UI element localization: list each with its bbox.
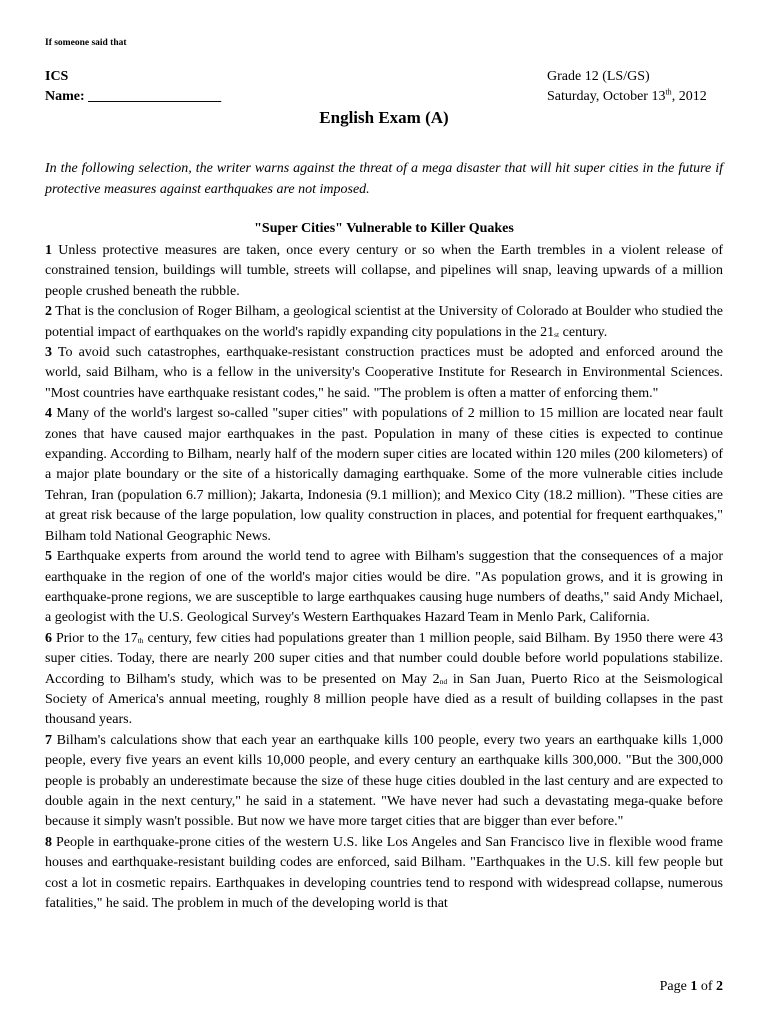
exam-date (547, 87, 707, 107)
student-name-field: Name: ___________________ (45, 89, 222, 104)
ordinal-suffix: th (137, 635, 144, 645)
article-title: "Super Cities" Vulnerable to Killer Quakes (254, 221, 514, 236)
paragraph-number: 1 (45, 243, 52, 258)
paragraph-number: 8 (45, 834, 52, 850)
paragraph-number: 5 (45, 549, 52, 565)
paragraph-text: Unless protective measures are taken, once every century or so when the Earth trembles in a violent release of constrained tension, buildings will tumble, streets will collapse, and pipelines will snap, leaving upwards of a million people crushed beneath the rubble. (45, 243, 723, 299)
school-name: ICS (45, 69, 69, 84)
paragraph-text: Prior to the 17 (55, 630, 138, 646)
header-right (547, 67, 707, 107)
paragraph-7 (45, 731, 723, 833)
paragraph-2 (45, 302, 723, 343)
paragraph-6 (45, 629, 723, 731)
paragraph-text: That is the conclusion of Roger Bilham, a geological scientist at the University of Colorado at Boulder who studied the potential impact of earthquakes on the world's rapidly expanding city populations in the 21 (45, 304, 723, 340)
header-left (45, 67, 221, 107)
paragraph-5 (45, 547, 723, 629)
paragraph-text-cont: century. (559, 324, 608, 340)
paragraph-number: 7 (45, 732, 52, 748)
paragraph-text: People in earthquake-prone cities of the western U.S. like Los Angeles and San Francisco live in flexible wood frame houses and earthquake-resistant building codes are enforced, said Bilham. "Earthquakes in the U.S. kill few people but cost a lot in cosmetic repairs. Earthquakes in developing countries tend to respond with widespread collapse, numerous fatalities," he said. The problem in much of the developing world is that (45, 834, 723, 911)
ordinal-suffix: st (554, 329, 560, 339)
paragraph-text: To avoid such catastrophes, earthquake-resistant construction practices must be adopted and enforced around the world, said Bilham, who is a fellow in the university's Cooperative Institute for Research in Environmental Sciences. "Most countries have earthquake resistant codes," he said. "The problem is often a matter of enforcing them." (45, 345, 723, 401)
paragraph-number: 4 (45, 406, 52, 422)
paragraph-8 (45, 833, 723, 915)
paragraph-3 (45, 343, 723, 404)
date-prefix: Saturday, October 13 (547, 89, 666, 104)
paragraph-text-cont: in San Juan, Puerto Rico at the Seismological Society of America's annual meeting, roughly 8 million people have died as a result of building collapses in the past thousand years. (45, 671, 723, 728)
date-ordinal: th (665, 87, 672, 97)
page-number: 1 (690, 979, 698, 994)
header-note: If someone said that (45, 38, 127, 48)
page-footer (660, 979, 723, 995)
paragraph-1 (45, 241, 723, 302)
page-total: 2 (716, 979, 723, 994)
page-word: Page (659, 979, 687, 994)
paragraph-text: Bilham's calculations show that each year an earthquake kills 100 people, every two years an earthquake kills 1,000 people, every five years an event kills 10,000 people, and every century an earthquake kills 300,000. "But the 300,000 people is probably an underestimate because the size of these huge cities doubled in the last century and are expected to double again in the next century," he said in a statement. "We have never had such a devastating mega-quake before because it simply wasn't possible. But now we have more target cities that are bigger than ever before." (45, 732, 724, 830)
paragraph-text-cont: century, few cities had populations greater than 1 million people, said Bilham. By 1950 there were 43 super cities. Today, there are nearly 200 super cities and that number could double before world populations stabilize. According to Bilham's study, which was to be presented on May 2 (45, 630, 723, 687)
date-suffix: , 2012 (671, 89, 707, 104)
paragraph-number: 3 (45, 345, 52, 361)
exam-page (45, 0, 723, 1024)
paragraph-text: Many of the world's largest so-called "super cities" with populations of 2 million to 15 million are located near fault zones that have caused major earthquakes in the past. Population in many of these cities is expected to continue expanding. According to Bilham, nearly half of the modern super cities are located within 120 miles (200 kilometers) of a major plate boundary or the site of a historically damaging earthquake. Some of the more vulnerable cities include Tehran, Iran (population 6.7 million); Jakarta, Indonesia (9.1 million); and Mexico City (18.2 million). "These cities are at great risk because of the large population, low quality construction in places, and potential for frequent earthquakes," Bilham told National Geographic News. (45, 406, 723, 544)
paragraph-number: 2 (45, 304, 52, 320)
ordinal-suffix: nd (439, 676, 448, 686)
article-body (45, 241, 723, 914)
paragraph-text: Earthquake experts from around the world tend to agree with Bilham's suggestion that the consequences of a major earthquake in the region of one of the world's major cities would be dire. "As population grows, and it is growing in earthquake-prone regions, we are susceptible to large earthquakes causing huge numbers of deaths," said Andy Michael, a geologist with the U.S. Geological Survey's Western Earthquakes Hazard Team in Menlo Park, California. (45, 549, 724, 626)
paragraph-4 (45, 404, 723, 547)
of-word: of (700, 979, 713, 994)
exam-title: English Exam (A) (319, 108, 449, 127)
intro-text: In the following selection, the writer warns against the threat of a mega disaster that will hit super cities in the future if protective measures against earthquakes are not imposed. (45, 161, 723, 197)
paragraph-number: 6 (45, 630, 52, 646)
grade-label: Grade 12 (LS/GS) (547, 69, 650, 84)
